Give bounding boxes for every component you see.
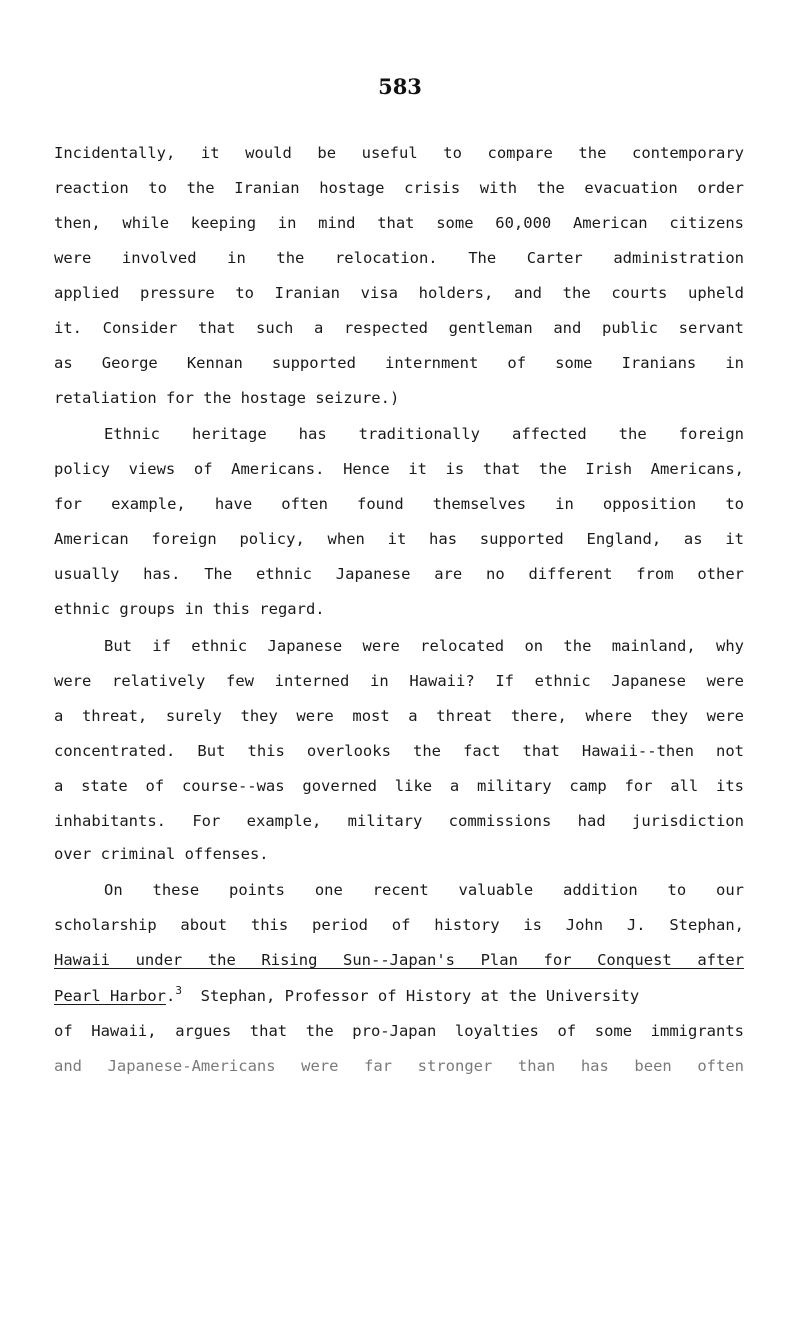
text-line: as George Kennan supported internment of some Iranians in bbox=[54, 354, 744, 372]
text-line: inhabitants. For example, military commissions had jurisdiction bbox=[54, 812, 744, 830]
text-line: Incidentally, it would be useful to compare the contemporary bbox=[54, 144, 744, 162]
text-line: a threat, surely they were most a threat there, where they were bbox=[54, 707, 744, 725]
text-line: applied pressure to Iranian visa holders, and the courts upheld bbox=[54, 284, 744, 302]
text-fragment: Stephan, Professor of History at the University bbox=[200, 987, 640, 1005]
text-line: it. Consider that such a respected gentleman and public servant bbox=[54, 319, 744, 337]
text-line: for example, have often found themselves in opposition to bbox=[54, 495, 744, 513]
text-line: then, while keeping in mind that some 60,000 American citizens bbox=[54, 214, 744, 232]
text-line: reaction to the Iranian hostage crisis with the evacuation order bbox=[54, 179, 744, 197]
text-line: over criminal offenses. bbox=[54, 845, 269, 863]
text-line: On these points one recent valuable addition to our bbox=[104, 881, 744, 899]
page-number: 583 bbox=[378, 74, 422, 99]
text-line: Ethnic heritage has traditionally affected the foreign bbox=[104, 425, 744, 443]
text-line: were relatively few interned in Hawaii? If ethnic Japanese were bbox=[54, 672, 744, 690]
footnote-marker: 3 bbox=[175, 984, 182, 997]
text-line: were involved in the relocation. The Carter administration bbox=[54, 249, 744, 267]
text-line: ethnic groups in this regard. bbox=[54, 600, 325, 618]
text-line: and Japanese-Americans were far stronger than has been often bbox=[54, 1057, 744, 1075]
text-line: retaliation for the hostage seizure.) bbox=[54, 389, 400, 407]
book-title-line: Hawaii under the Rising Sun--Japan's Plan for Conquest after bbox=[54, 951, 744, 969]
text-line: scholarship about this period of history is John J. Stephan, bbox=[54, 916, 744, 934]
text-line: American foreign policy, when it has supported England, as it bbox=[54, 530, 744, 548]
text-line: policy views of Americans. Hence it is that the Irish Americans, bbox=[54, 460, 744, 478]
book-title-end: Pearl Harbor bbox=[54, 987, 166, 1005]
text-line: of Hawaii, argues that the pro-Japan loyalties of some immigrants bbox=[54, 1022, 744, 1040]
text-line: a state of course--was governed like a military camp for all its bbox=[54, 777, 744, 795]
text-line: Pearl Harbor.$^3$ Stephan, Professor of History at the University bbox=[54, 984, 640, 1005]
text-line: usually has. The ethnic Japanese are no different from other bbox=[54, 565, 744, 583]
text-line: concentrated. But this overlooks the fact that Hawaii--then not bbox=[54, 742, 744, 760]
text-line: But if ethnic Japanese were relocated on the mainland, why bbox=[104, 637, 744, 655]
